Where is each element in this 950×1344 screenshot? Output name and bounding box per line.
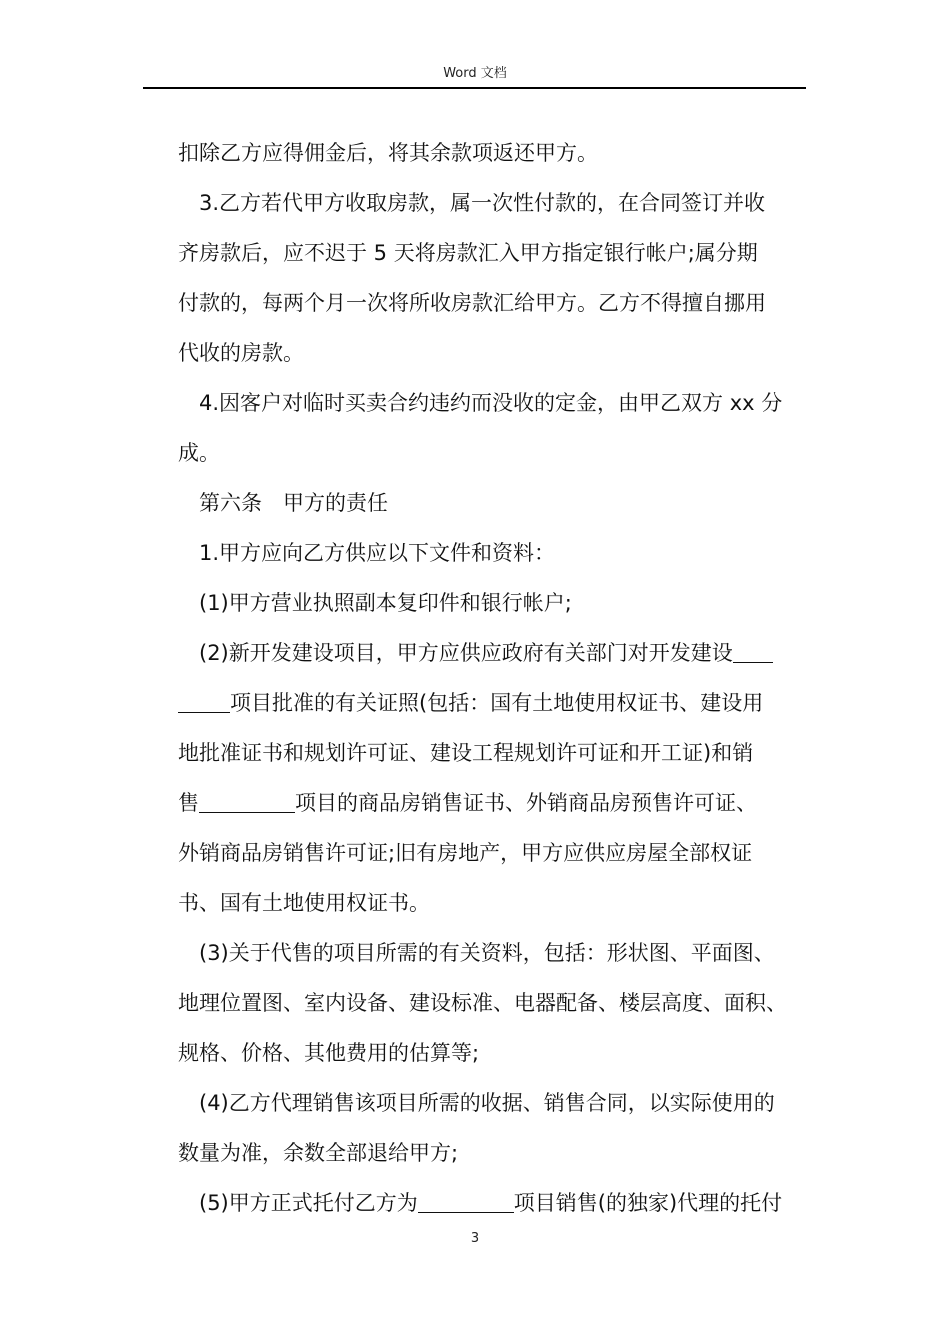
paragraph-line: (1)甲方营业执照副本复印件和银行帐户;	[199, 591, 572, 615]
fill-in-blank	[178, 690, 230, 713]
page-header: Word 文档	[443, 66, 507, 81]
paragraph-line: (3)关于代售的项目所需的有关资料，包括：形状图、平面图、	[199, 941, 775, 965]
document-body	[178, 128, 810, 1228]
paragraph-line: 扣除乙方应得佣金后，将其余款项返还甲方。	[178, 141, 598, 165]
paragraph-line	[178, 678, 810, 728]
line-text: 项目销售(的独家)代理的托付	[513, 1191, 783, 1215]
paragraph-line	[178, 1178, 810, 1228]
paragraph-line: 1.甲方应向乙方供应以下文件和资料：	[199, 541, 556, 565]
paragraph-line: 齐房款后，应不迟于 5 天将房款汇入甲方指定银行帐户;属分期	[178, 241, 758, 265]
line-text: 项目的商品房销售证书、外销商品房预售许可证、	[295, 791, 757, 815]
fill-in-blank	[199, 790, 295, 813]
page-number: 3	[470, 1231, 480, 1246]
paragraph-line: 外销商品房销售许可证;旧有房地产，甲方应供应房屋全部权证	[178, 841, 753, 865]
paragraph-line: 地理位置图、室内设备、建设标准、电器配备、楼层高度、面积、	[178, 991, 787, 1015]
fill-in-blank	[418, 1190, 514, 1213]
paragraph-line: 代收的房款。	[178, 341, 304, 365]
paragraph-line	[178, 778, 810, 828]
header-divider	[143, 87, 806, 89]
paragraph-line: 书、国有土地使用权证书。	[178, 891, 430, 915]
paragraph-line: 规格、价格、其他费用的估算等;	[178, 1041, 480, 1065]
paragraph-line: 数量为准，余数全部退给甲方;	[178, 1141, 459, 1165]
line-text: 售	[178, 791, 199, 815]
line-text: (2)新开发建设项目，甲方应供应政府有关部门对开发建设	[199, 641, 733, 665]
line-text: (5)甲方正式托付乙方为	[199, 1191, 418, 1215]
paragraph-line: 地批准证书和规划许可证、建设工程规划许可证和开工证)和销	[178, 741, 754, 765]
paragraph-line	[178, 628, 810, 678]
paragraph-line: 3.乙方若代甲方收取房款，属一次性付款的，在合同签订并收	[199, 191, 766, 215]
paragraph-line: (4)乙方代理销售该项目所需的收据、销售合同，以实际使用的	[199, 1091, 775, 1115]
paragraph-line: 成。	[178, 441, 220, 465]
fill-in-blank	[733, 640, 773, 663]
line-text: 项目批准的有关证照(包括：国有土地使用权证书、建设用	[230, 691, 764, 715]
paragraph-line: 4.因客户对临时买卖合约违约而没收的定金，由甲乙双方 xx 分	[199, 391, 783, 415]
paragraph-line: 付款的，每两个月一次将所收房款汇给甲方。乙方不得擅自挪用	[178, 291, 766, 315]
section-heading: 第六条 甲方的责任	[199, 491, 388, 515]
